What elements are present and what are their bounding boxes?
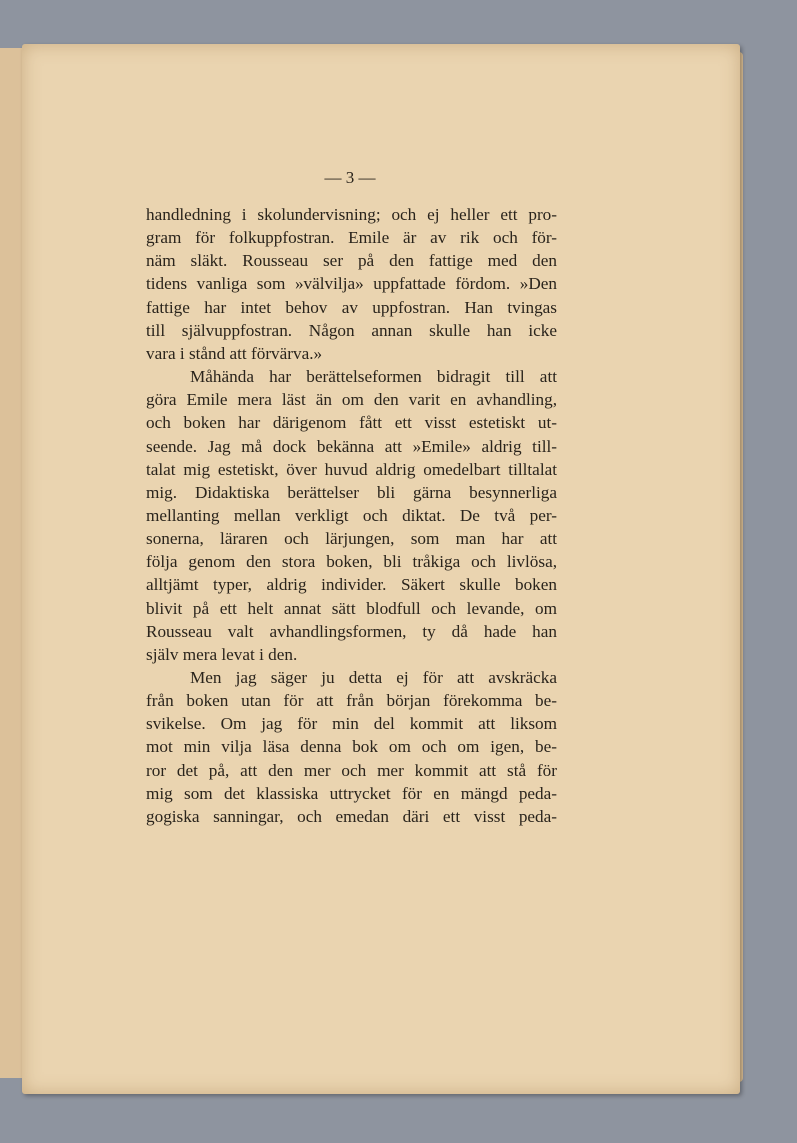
text-line: mot min vilja läsa denna bok om och om igen, be- bbox=[146, 737, 557, 757]
text-line: seende. Jag må dock bekänna att »Emile» aldrig till- bbox=[146, 436, 557, 456]
text-line: blivit på ett helt annat sätt blodfull och levande, om bbox=[146, 598, 557, 618]
text-line: tidens vanliga som »välvilja» uppfattade fördom. »Den bbox=[146, 274, 557, 294]
text-line: själv mera levat i den. bbox=[146, 644, 298, 664]
text-line: fattige har intet behov av uppfostran. Han tvingas bbox=[146, 297, 557, 317]
text-line: alltjämt typer, aldrig individer. Säkert skulle boken bbox=[146, 575, 557, 595]
text-line: göra Emile mera läst än om den varit en avhandling, bbox=[146, 390, 557, 410]
text-line: Måhända har berättelseformen bidragit till att bbox=[190, 367, 557, 387]
text-line: gogiska sanningar, och emedan däri ett visst peda- bbox=[146, 806, 557, 826]
page-number: — 3 — bbox=[324, 168, 376, 187]
text-line: följa genom den stora boken, bli tråkiga och livlösa, bbox=[146, 552, 557, 572]
text-line: från boken utan för att från början förekomma be- bbox=[146, 691, 557, 711]
text-line: mig. Didaktiska berättelser bli gärna besynnerliga bbox=[146, 482, 557, 502]
text-line: handledning i skolundervisning; och ej heller ett pro- bbox=[146, 205, 557, 224]
text-line: Men jag säger ju detta ej för att avskräcka bbox=[190, 668, 557, 687]
text-line: vara i stånd att förvärva.» bbox=[146, 343, 323, 363]
text-line: sonerna, läraren och lärjungen, som man har att bbox=[146, 529, 557, 549]
text-line: svikelse. Om jag för min del kommit att liksom bbox=[146, 714, 557, 734]
text-line: och boken har därigenom fått ett visst estetiskt ut- bbox=[146, 413, 557, 433]
text-line: Rousseau valt avhandlingsformen, ty då hade han bbox=[146, 621, 557, 641]
text-line: mellanting mellan verkligt och diktat. De två per- bbox=[146, 505, 557, 525]
text-line: mig som det klassiska uttrycket för en mängd peda- bbox=[146, 783, 557, 803]
text-line: ror det på, att den mer och mer kommit att stå för bbox=[146, 760, 557, 780]
text-line: talat mig estetiskt, över huvud aldrig omedelbart tilltalat bbox=[146, 459, 557, 479]
text-line: till självuppfostran. Någon annan skulle han icke bbox=[146, 320, 557, 340]
text-line: gram för folkuppfostran. Emile är av rik och för- bbox=[146, 228, 557, 248]
text-line: näm släkt. Rousseau ser på den fattige med den bbox=[146, 251, 557, 271]
